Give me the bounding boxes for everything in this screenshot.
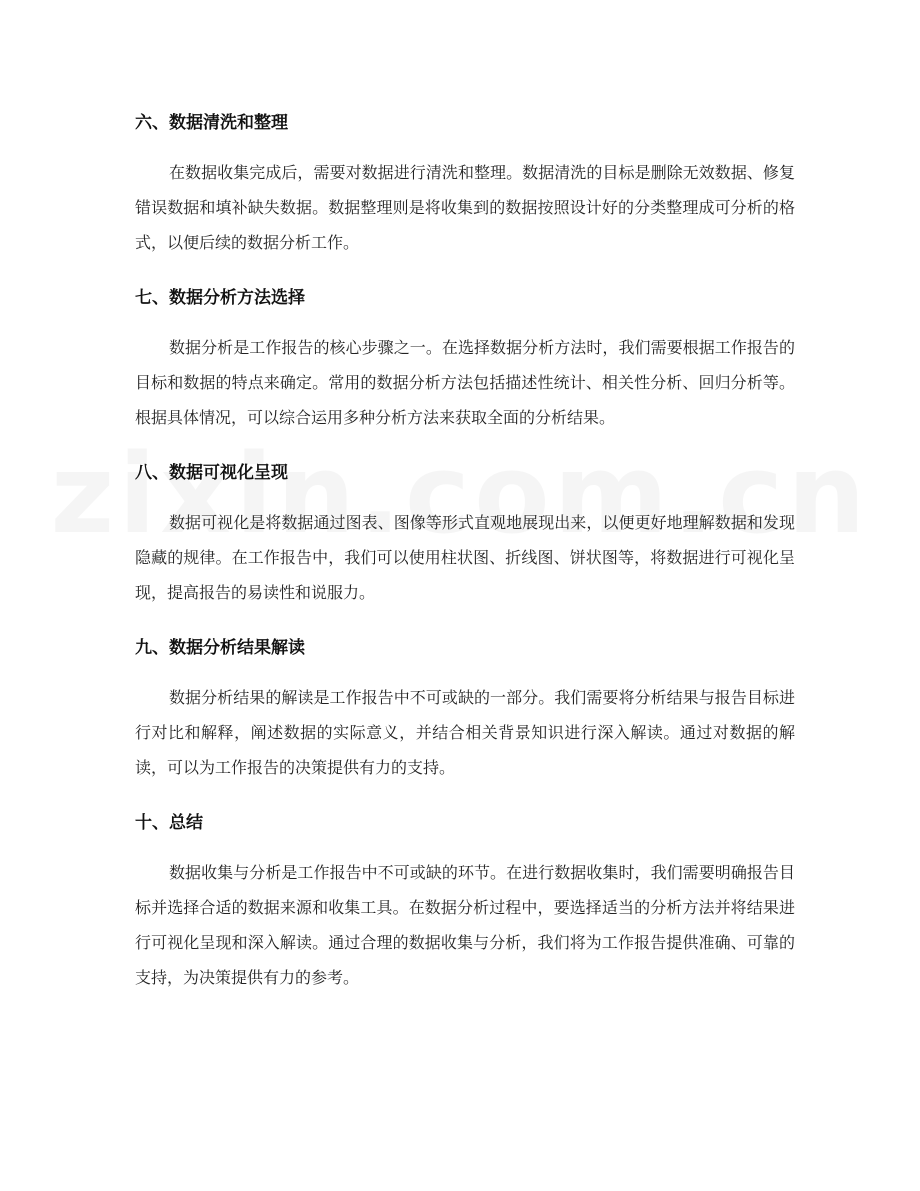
section-7 bbox=[135, 282, 795, 435]
section-paragraph: 在数据收集完成后，需要对数据进行清洗和整理。数据清洗的目标是删除无效数据、修复错误数据和填补缺失数据。数据整理则是将收集到的数据按照设计好的分类整理成可分析的格式，以便后续的数据分析工作。 bbox=[135, 163, 795, 252]
section-heading: 七、数据分析方法选择 bbox=[135, 288, 305, 308]
section-10 bbox=[135, 807, 795, 995]
section-heading: 六、数据清洗和整理 bbox=[135, 113, 288, 133]
section-paragraph: 数据分析是工作报告的核心步骤之一。在选择数据分析方法时，我们需要根据工作报告的目标和数据的特点来确定。常用的数据分析方法包括描述性统计、相关性分析、回归分析等。根据具体情况，可以综合运用多种分析方法来获取全面的分析结果。 bbox=[135, 338, 795, 427]
section-heading: 十、总结 bbox=[135, 813, 203, 833]
section-6 bbox=[135, 107, 795, 260]
section-paragraph: 数据可视化是将数据通过图表、图像等形式直观地展现出来，以便更好地理解数据和发现隐藏的规律。在工作报告中，我们可以使用柱状图、折线图、饼状图等，将数据进行可视化呈现，提高报告的易读性和说服力。 bbox=[135, 513, 795, 602]
section-9 bbox=[135, 632, 795, 785]
section-paragraph: 数据收集与分析是工作报告中不可或缺的环节。在进行数据收集时，我们需要明确报告目标并选择合适的数据来源和收集工具。在数据分析过程中，要选择适当的分析方法并将结果进行可视化呈现和深入解读。通过合理的数据收集与分析，我们将为工作报告提供准确、可靠的支持，为决策提供有力的参考。 bbox=[135, 863, 795, 987]
section-8 bbox=[135, 457, 795, 610]
section-paragraph: 数据分析结果的解读是工作报告中不可或缺的一部分。我们需要将分析结果与报告目标进行对比和解释，阐述数据的实际意义，并结合相关背景知识进行深入解读。通过对数据的解读，可以为工作报告的决策提供有力的支持。 bbox=[135, 688, 795, 777]
document-content bbox=[135, 107, 795, 1017]
section-heading: 八、数据可视化呈现 bbox=[135, 463, 288, 483]
section-heading: 九、数据分析结果解读 bbox=[135, 638, 305, 658]
